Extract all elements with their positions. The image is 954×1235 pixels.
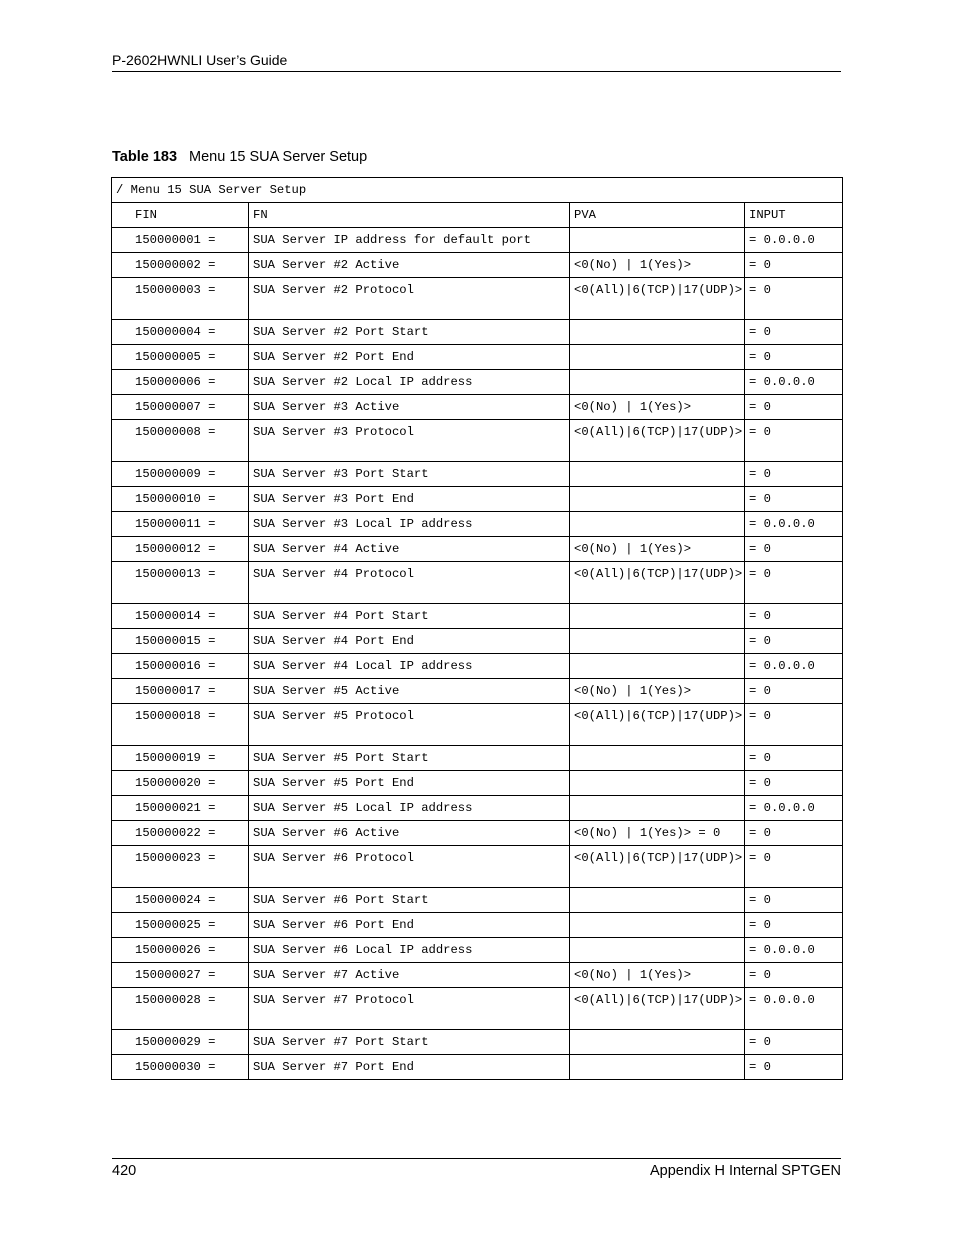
fn-cell: SUA Server #5 Protocol (249, 704, 570, 746)
table-row (112, 963, 843, 988)
fn-cell: SUA Server #5 Port Start (249, 746, 570, 771)
fn-cell: SUA Server #6 Port Start (249, 888, 570, 913)
table-row (112, 654, 843, 679)
fin-cell: 150000010 = (112, 487, 249, 512)
pva-cell: <0(No) | 1(Yes)> (570, 679, 745, 704)
fin-cell: 150000002 = (112, 253, 249, 278)
input-cell: = 0.0.0.0 (745, 796, 843, 821)
table-row (112, 370, 843, 395)
input-cell: = 0 (745, 846, 843, 888)
fin-cell: 150000016 = (112, 654, 249, 679)
pva-cell (570, 1030, 745, 1055)
fin-cell: 150000007 = (112, 395, 249, 420)
pva-cell (570, 228, 745, 253)
table-row (112, 771, 843, 796)
pva-cell: <0(All)|6(TCP)|17(UDP)> (570, 988, 745, 1030)
pva-cell: <0(No) | 1(Yes)> = 0 (570, 821, 745, 846)
input-cell: = 0.0.0.0 (745, 988, 843, 1030)
fn-cell: SUA Server #7 Protocol (249, 988, 570, 1030)
fin-cell: 150000003 = (112, 278, 249, 320)
fn-cell: SUA Server #2 Local IP address (249, 370, 570, 395)
fin-cell: 150000029 = (112, 1030, 249, 1055)
input-cell: = 0.0.0.0 (745, 654, 843, 679)
pva-cell (570, 913, 745, 938)
fn-cell: SUA Server #3 Protocol (249, 420, 570, 462)
fn-cell: SUA Server #2 Port Start (249, 320, 570, 345)
fin-cell: 150000026 = (112, 938, 249, 963)
input-cell: = 0 (745, 913, 843, 938)
column-header-fin: FIN (112, 203, 249, 228)
column-header-pva: PVA (570, 203, 745, 228)
fin-cell: 150000005 = (112, 345, 249, 370)
fn-cell: SUA Server #2 Active (249, 253, 570, 278)
footer-section-title: Appendix H Internal SPTGEN (649, 1163, 841, 1179)
fn-cell: SUA Server #3 Active (249, 395, 570, 420)
pva-cell (570, 487, 745, 512)
table-title-cell: / Menu 15 SUA Server Setup (112, 178, 843, 203)
table-row (112, 629, 843, 654)
pva-cell (570, 746, 745, 771)
table-row (112, 988, 843, 1030)
table-caption (112, 148, 367, 166)
pva-cell (570, 654, 745, 679)
table-caption-label: Table 183 (112, 149, 178, 165)
pva-cell (570, 462, 745, 487)
table-title-row (112, 178, 843, 203)
table-body (112, 178, 843, 1080)
table-row (112, 562, 843, 604)
fin-cell: 150000009 = (112, 462, 249, 487)
fn-cell: SUA Server #6 Port End (249, 913, 570, 938)
table-row (112, 604, 843, 629)
fin-cell: 150000024 = (112, 888, 249, 913)
input-cell: = 0 (745, 1030, 843, 1055)
fn-cell: SUA Server #6 Active (249, 821, 570, 846)
column-header-fn: FN (249, 203, 570, 228)
fin-cell: 150000023 = (112, 846, 249, 888)
table-row (112, 704, 843, 746)
fn-cell: SUA Server #5 Local IP address (249, 796, 570, 821)
input-cell: = 0 (745, 1055, 843, 1080)
fin-cell: 150000006 = (112, 370, 249, 395)
table-row (112, 345, 843, 370)
pva-cell (570, 512, 745, 537)
fn-cell: SUA Server #5 Active (249, 679, 570, 704)
fin-cell: 150000020 = (112, 771, 249, 796)
table-row (112, 420, 843, 462)
table-row (112, 1055, 843, 1080)
pva-cell (570, 938, 745, 963)
table-caption-title: Menu 15 SUA Server Setup (189, 149, 368, 165)
input-cell: = 0 (745, 629, 843, 654)
input-cell: = 0 (745, 420, 843, 462)
fn-cell: SUA Server #2 Port End (249, 345, 570, 370)
fin-cell: 150000030 = (112, 1055, 249, 1080)
input-cell: = 0 (745, 821, 843, 846)
pva-cell (570, 796, 745, 821)
fn-cell: SUA Server #7 Port Start (249, 1030, 570, 1055)
input-cell: = 0 (745, 888, 843, 913)
table-row (112, 537, 843, 562)
pva-cell: <0(No) | 1(Yes)> (570, 963, 745, 988)
table-row (112, 746, 843, 771)
fin-cell: 150000013 = (112, 562, 249, 604)
pva-cell: <0(All)|6(TCP)|17(UDP)> (570, 420, 745, 462)
fin-cell: 150000028 = (112, 988, 249, 1030)
table-row (112, 913, 843, 938)
input-cell: = 0 (745, 562, 843, 604)
fin-cell: 150000018 = (112, 704, 249, 746)
input-cell: = 0 (745, 963, 843, 988)
table-row (112, 253, 843, 278)
input-cell: = 0 (745, 395, 843, 420)
footer-divider (112, 1158, 841, 1159)
input-cell: = 0 (745, 345, 843, 370)
page-number: 420 (112, 1163, 137, 1179)
fin-cell: 150000012 = (112, 537, 249, 562)
input-cell: = 0.0.0.0 (745, 512, 843, 537)
pva-cell: <0(No) | 1(Yes)> (570, 395, 745, 420)
table-row (112, 395, 843, 420)
fin-cell: 150000019 = (112, 746, 249, 771)
input-cell: = 0.0.0.0 (745, 938, 843, 963)
table-row (112, 487, 843, 512)
pva-cell: <0(All)|6(TCP)|17(UDP)> (570, 562, 745, 604)
table-row (112, 1030, 843, 1055)
table-row (112, 278, 843, 320)
input-cell: = 0.0.0.0 (745, 370, 843, 395)
fn-cell: SUA Server #7 Port End (249, 1055, 570, 1080)
table-row (112, 821, 843, 846)
fin-cell: 150000008 = (112, 420, 249, 462)
pva-cell (570, 345, 745, 370)
fn-cell: SUA Server #3 Port End (249, 487, 570, 512)
pva-cell (570, 370, 745, 395)
pva-cell (570, 771, 745, 796)
fin-cell: 150000017 = (112, 679, 249, 704)
pva-cell: <0(All)|6(TCP)|17(UDP)> (570, 704, 745, 746)
input-cell: = 0 (745, 746, 843, 771)
input-cell: = 0 (745, 253, 843, 278)
pva-cell (570, 888, 745, 913)
pva-cell (570, 1055, 745, 1080)
fn-cell: SUA Server #6 Protocol (249, 846, 570, 888)
table-row (112, 228, 843, 253)
table-row (112, 679, 843, 704)
input-cell: = 0 (745, 604, 843, 629)
pva-cell (570, 604, 745, 629)
table-header-row (112, 203, 843, 228)
fin-cell: 150000025 = (112, 913, 249, 938)
fn-cell: SUA Server #4 Port End (249, 629, 570, 654)
fin-cell: 150000004 = (112, 320, 249, 345)
fn-cell: SUA Server #4 Protocol (249, 562, 570, 604)
fn-cell: SUA Server #3 Port Start (249, 462, 570, 487)
pva-cell (570, 629, 745, 654)
page-header-title: P-2602HWNLI User’s Guide (112, 52, 288, 68)
pva-cell: <0(No) | 1(Yes)> (570, 537, 745, 562)
column-header-input: INPUT (745, 203, 843, 228)
input-cell: = 0 (745, 487, 843, 512)
pva-cell (570, 320, 745, 345)
pva-cell: <0(No) | 1(Yes)> (570, 253, 745, 278)
fin-cell: 150000027 = (112, 963, 249, 988)
fn-cell: SUA Server #4 Active (249, 537, 570, 562)
input-cell: = 0 (745, 462, 843, 487)
fin-cell: 150000014 = (112, 604, 249, 629)
table-row (112, 462, 843, 487)
input-cell: = 0 (745, 537, 843, 562)
table-row (112, 938, 843, 963)
fin-cell: 150000021 = (112, 796, 249, 821)
fin-cell: 150000015 = (112, 629, 249, 654)
input-cell: = 0 (745, 704, 843, 746)
fn-cell: SUA Server #7 Active (249, 963, 570, 988)
input-cell: = 0 (745, 771, 843, 796)
table-row (112, 888, 843, 913)
fn-cell: SUA Server #5 Port End (249, 771, 570, 796)
fn-cell: SUA Server #2 Protocol (249, 278, 570, 320)
fin-cell: 150000011 = (112, 512, 249, 537)
table-row (112, 796, 843, 821)
table-row (112, 320, 843, 345)
fn-cell: SUA Server IP address for default port (249, 228, 570, 253)
input-cell: = 0 (745, 679, 843, 704)
sua-server-setup-table (111, 177, 843, 1080)
fin-cell: 150000022 = (112, 821, 249, 846)
header-divider (112, 71, 841, 72)
fin-cell: 150000001 = (112, 228, 249, 253)
input-cell: = 0 (745, 278, 843, 320)
pva-cell: <0(All)|6(TCP)|17(UDP)> (570, 846, 745, 888)
table-row (112, 512, 843, 537)
input-cell: = 0 (745, 320, 843, 345)
fn-cell: SUA Server #4 Local IP address (249, 654, 570, 679)
pva-cell: <0(All)|6(TCP)|17(UDP)> (570, 278, 745, 320)
input-cell: = 0.0.0.0 (745, 228, 843, 253)
fn-cell: SUA Server #6 Local IP address (249, 938, 570, 963)
fn-cell: SUA Server #4 Port Start (249, 604, 570, 629)
table-row (112, 846, 843, 888)
fn-cell: SUA Server #3 Local IP address (249, 512, 570, 537)
